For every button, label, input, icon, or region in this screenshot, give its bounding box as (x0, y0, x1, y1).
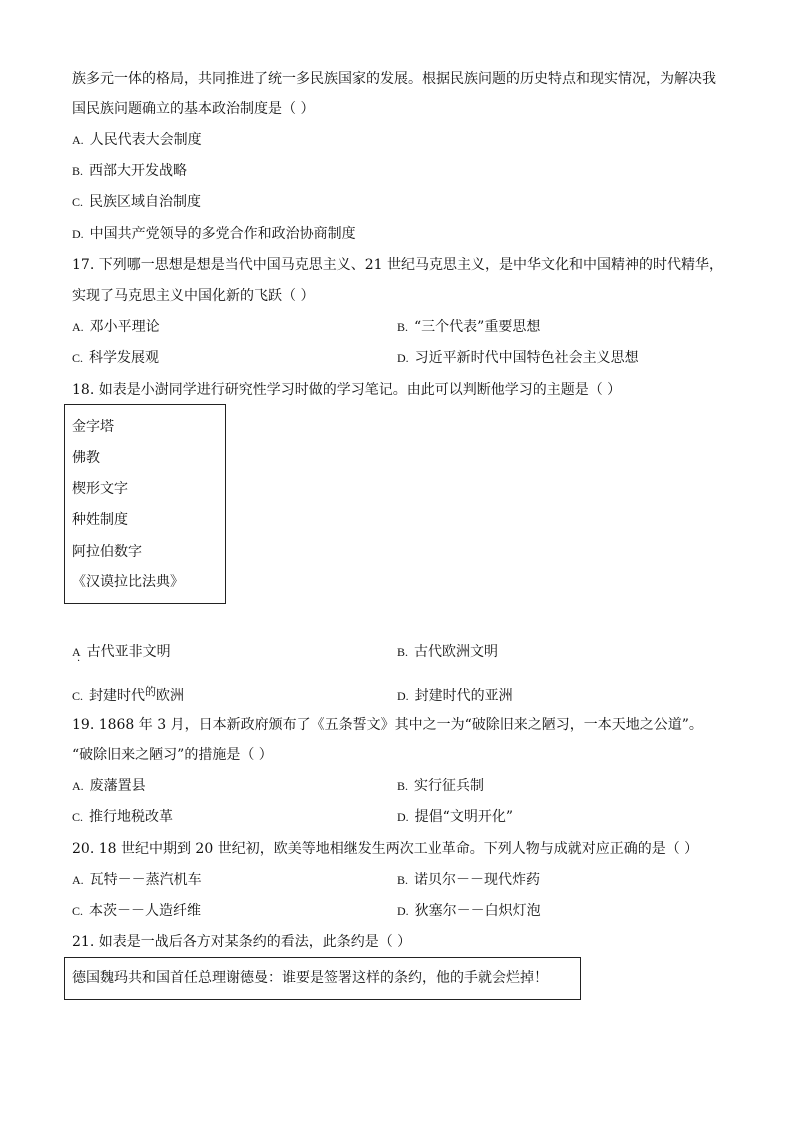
q20-option-b (397, 871, 540, 889)
q19-stem-line1: 19. 1868 年 3 月，日本新政府颁布了《五条誓文》其中之一为“破除旧来之陋习，一本天地之公道”。 (72, 717, 703, 733)
q18-option-b (397, 643, 498, 661)
option-letter: C. (72, 195, 84, 209)
table-row: 金字塔 (72, 419, 114, 435)
q17-stem-line1: 17. 下列哪一思想是想是当代中国马克思主义、21 世纪马克思主义，是中华文化和中国精神的时代精华， (72, 257, 723, 273)
option-text-post: 欧洲 (156, 688, 185, 704)
option-letter: B. (72, 164, 84, 178)
option-text: 邓小平理论 (89, 319, 160, 335)
option-letter: B. (397, 779, 409, 793)
option-text: 提倡“文明开化” (414, 809, 513, 825)
option-text: “三个代表”重要思想 (414, 319, 541, 335)
option-letter: A. (72, 873, 84, 887)
option-text: 诺贝尔－－现代炸药 (414, 872, 541, 888)
option-text: 废藩置县 (89, 778, 146, 794)
option-letter: A. (72, 133, 84, 147)
option-text: 推行地税改革 (89, 809, 174, 825)
option-text: 民族区域自治制度 (89, 194, 202, 210)
q20-option-a (72, 871, 202, 889)
q20-option-d (397, 902, 541, 920)
q20-option-c (72, 902, 201, 920)
option-text: 本茨－－人造纤维 (89, 903, 202, 919)
q19-stem-line2: “破除旧来之陋习”的措施是（ ） (72, 747, 273, 763)
table-row: 阿拉伯数字 (72, 544, 142, 560)
option-letter: B. (397, 320, 409, 334)
option-letter: B. (397, 873, 409, 887)
option-letter: D. (397, 351, 409, 365)
q16-option-b (72, 162, 187, 180)
q17-option-c (72, 349, 159, 367)
q18-notes-table (64, 404, 226, 604)
option-letter: A. (72, 320, 84, 334)
q19-option-a (72, 777, 146, 795)
table-row: 种姓制度 (72, 512, 128, 528)
q17-option-a (72, 318, 160, 336)
option-letter: C. (72, 351, 84, 365)
option-text: 科学发展观 (89, 350, 160, 366)
option-letter: C. (72, 689, 84, 703)
emphasis-dot: · (77, 656, 81, 667)
option-letter: C. (72, 810, 84, 824)
q18-option-d (397, 687, 513, 705)
option-letter: D. (72, 227, 84, 241)
q18-option-c (72, 687, 184, 706)
q16-option-a (72, 131, 202, 149)
q20-stem: 20. 18 世纪中期到 20 世纪初，欧美等地相继发生两次工业革命。下列人物与成就对应正确的是（ ） (72, 841, 699, 857)
q19-option-b (397, 777, 484, 795)
table-row: 楔形文字 (72, 481, 128, 497)
option-text: 古代欧洲文明 (414, 644, 499, 660)
option-letter: B. (397, 645, 409, 659)
option-letter: D. (397, 689, 409, 703)
q17-option-b (397, 318, 540, 336)
q16-option-c (72, 193, 201, 211)
option-text: 古代亚非文明 (86, 644, 171, 660)
q21-quote-table (64, 957, 581, 1000)
option-letter: D. (397, 810, 409, 824)
q16-option-d (72, 225, 356, 243)
option-text: 西部大开发战略 (89, 163, 188, 179)
option-text: 习近平新时代中国特色社会主义思想 (414, 350, 639, 366)
q16-stem-line2: 国民族问题确立的基本政治制度是（ ） (72, 101, 315, 117)
q19-option-c (72, 808, 173, 826)
option-text-sup: 的 (145, 685, 157, 698)
option-text: 人民代表大会制度 (89, 132, 202, 148)
q21-stem: 21. 如表是一战后各方对某条约的看法，此条约是（ ） (72, 934, 412, 950)
q18-option-a (72, 643, 171, 661)
option-letter: A (72, 645, 81, 659)
option-text: 狄塞尔－－白炽灯泡 (414, 903, 541, 919)
q16-stem-line1: 族多元一体的格局，共同推进了统一多民族国家的发展。根据民族问题的历史特点和现实情况，为解决我 (72, 71, 716, 87)
table-row: 《汉谟拉比法典》 (72, 574, 184, 590)
option-letter: A. (72, 779, 84, 793)
q17-stem-line2: 实现了马克思主义中国化新的飞跃（ ） (72, 288, 315, 304)
q17-option-d (397, 349, 639, 367)
quote-text: 德国魏玛共和国首任总理谢德曼：谁要是签署这样的条约，他的手就会烂掉！ (72, 970, 548, 986)
q19-option-d (397, 808, 513, 826)
option-text-pre: 封建时代 (89, 688, 146, 704)
table-row: 佛教 (72, 450, 100, 466)
q18-stem: 18. 如表是小澍同学进行研究性学习时做的学习笔记。由此可以判断他学习的主题是（ ） (72, 382, 622, 398)
option-text: 实行征兵制 (414, 778, 485, 794)
option-text: 瓦特－－蒸汽机车 (89, 872, 202, 888)
option-letter: C. (72, 904, 84, 918)
option-text: 封建时代的亚洲 (414, 688, 513, 704)
option-letter: D. (397, 904, 409, 918)
option-text: 中国共产党领导的多党合作和政治协商制度 (89, 226, 356, 242)
